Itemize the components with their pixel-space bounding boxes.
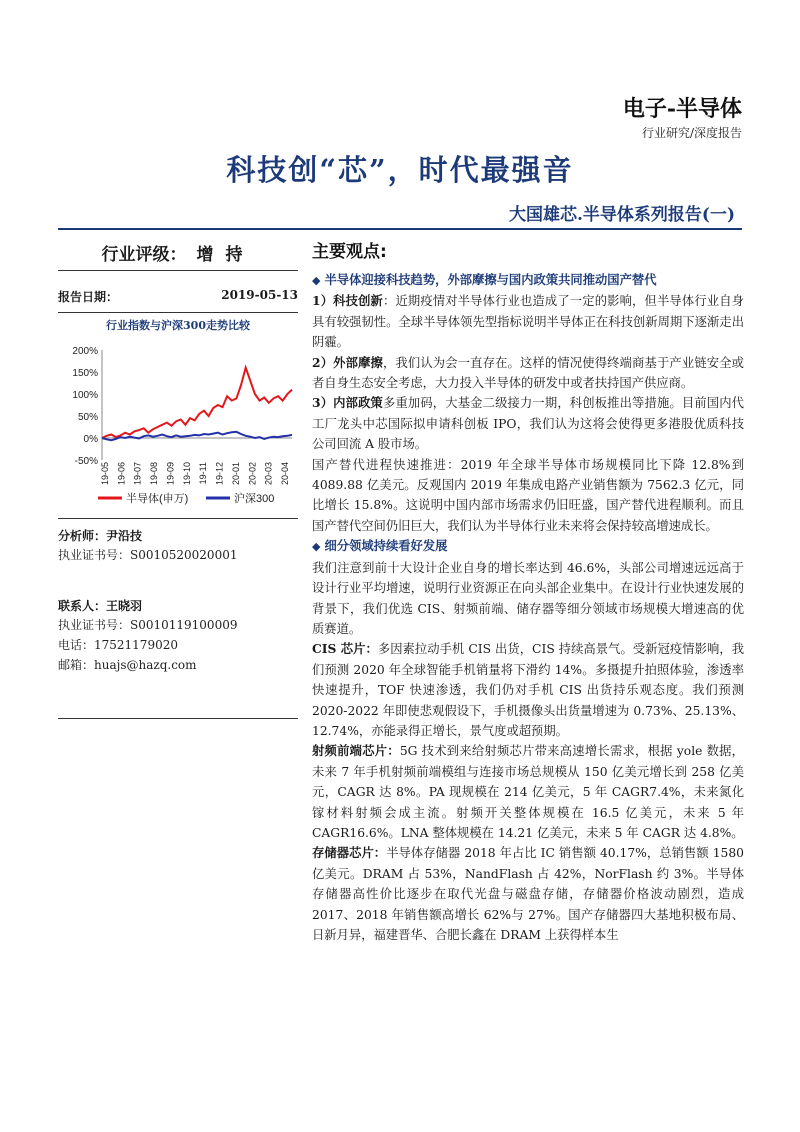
analyst-name: 分析师：尹沿技 — [58, 529, 143, 543]
report-type: 行业研究/深度报告 — [641, 126, 742, 140]
x-tick-label: 19-12 — [214, 462, 225, 486]
x-tick-label: 20-03 — [263, 462, 274, 486]
y-tick-label: 0% — [83, 434, 98, 445]
rating-value: 增持 — [196, 245, 255, 265]
y-tick-label: 50% — [77, 412, 98, 423]
main-heading: 主要观点: — [312, 242, 387, 262]
chart-svg — [58, 336, 298, 516]
paragraph-lead: 1）科技创新 — [312, 293, 383, 309]
x-tick-label: 19-09 — [165, 462, 176, 486]
y-tick-label: -50% — [74, 456, 98, 467]
paragraph-lead: 存储器芯片： — [312, 845, 387, 861]
contact-phone: 电话：17521179020 — [58, 638, 178, 652]
paragraph-text: 5G 技术到来给射频芯片带来高速增长需求，根据 yole 数据，未来 7 年手机射频前端模组与连接市场总规模从 150 亿美元增长到 258 亿美元，CAGR 达 8%。PA 现规模在 214 亿美元，5 年 CAGR7.4%，未来氮化镓材料射频会成主流。射频开关整体规模在 16.5 亿美元，未来 5 年 CAGR16.6%。LNA 整体规模在 14.21 亿美元，未来 5 年 CAGR 达 4.8%。 — [312, 744, 744, 840]
analyst-cert: 执业证书号：S0010520020001 — [58, 548, 238, 562]
x-tick-label: 20-02 — [247, 462, 258, 486]
contact-email[interactable]: 邮箱：huajs@hazq.com — [58, 658, 197, 672]
paragraph-lead: 射频前端芯片： — [312, 743, 400, 759]
divider — [58, 312, 298, 313]
x-tick-label: 19-06 — [116, 462, 127, 486]
section-title: 半导体迎接科技趋势，外部摩擦与国内政策共同推动国产替代 — [324, 272, 657, 287]
x-tick-label: 19-11 — [198, 462, 209, 485]
paragraph-lead: 3）内部政策 — [312, 395, 383, 411]
paragraph — [312, 843, 744, 945]
date-row — [58, 288, 298, 305]
header-divider — [58, 228, 742, 230]
x-tick-label: 20-04 — [280, 462, 290, 486]
contact-cert: 执业证书号：S0010119100009 — [58, 618, 238, 632]
section-heading — [312, 270, 744, 291]
x-tick-label: 19-05 — [100, 462, 110, 486]
paragraph: 国产替代进程快速推进：2019 年全球半导体市场规模同比下降 12.8%到 4089.88 亿美元。反观国内 2019 年集成电路产业销售额为 7562.3 亿元，同比增长 15.8%。这说明中国内部市场需求仍旧旺盛，国产替代进程顺利。而且国产替代空间仍旧巨大，我们认为半导体行业未来将会保持较高增速成长。 — [312, 457, 744, 533]
y-tick-label: 100% — [72, 390, 98, 401]
rating-label: 行业评级： — [101, 245, 187, 265]
paragraph-text: ：近期疫情对半导体行业也造成了一定的影响，但半导体行业自身具有较强韧性。全球半导体领先型指标说明半导体正在科技创新周期下逐渐走出阴霾。 — [312, 294, 744, 350]
section-title: 细分领域持续看好发展 — [324, 538, 448, 554]
date-value: 2019-05-13 — [221, 288, 298, 302]
paragraph — [312, 353, 744, 394]
y-tick-label: 150% — [72, 368, 98, 379]
paragraph: 我们注意到前十大设计企业自身的增长率达到 46.6%，头部公司增速远远高于设计行业平均增速，说明行业资源正在向头部企业集中。在设计行业快速发展的背景下，我们优选 CIS、射频前端、储存器等细分领域市场规模大增速高的优质赛道。 — [312, 560, 744, 636]
legend-label: 半导体(申万) — [126, 493, 189, 505]
y-tick-label: 200% — [72, 346, 98, 357]
diamond-icon: ◆ — [312, 274, 321, 287]
sector-title: 电子-半导体 — [622, 96, 742, 122]
series-title: 大国雄芯.半导体系列报告(一) — [508, 205, 735, 225]
paragraph — [312, 639, 744, 741]
section-heading — [312, 536, 744, 557]
chart-title: 行业指数与沪深300走势比较 — [106, 319, 250, 332]
x-tick-label: 19-10 — [181, 462, 192, 486]
paragraph-text: 多因素拉动手机 CIS 出货，CIS 持续高景气。受新冠疫情影响，我们预测 2020 年全球智能手机销量将下滑约 14%。多摄提升拍照体验，渗透率快速提升，TOF 快速渗透，我们仍对手机 CIS 出货持乐观态度。我们预测 2020-2022 年即使悲观假设下，手机摄像头出货量增速为 0.73%、25.13%、12.74%，亦能录得正增长，景气度或超预期。 — [312, 642, 745, 738]
paragraph-text: 半导体存储器 2018 年占比 IC 销售额 40.17%，总销售额 1580 亿美元。DRAM 占 53%，NandFlash 占 42%，NorFlash 约 3%。半导体存储器高性价比逐步在取代光盘与磁盘存储，存储器价格波动剧烈，造成 2017、2018 年销售额高增长 62%与 27%。国产存储器四大基地积极布局、日新月异，福建晋华、合肥长鑫在 DRAM 上获得样本生 — [312, 846, 744, 942]
report-title: 科技创“芯”，时代最强音 — [226, 153, 574, 187]
paragraph — [312, 393, 744, 454]
divider — [58, 270, 298, 271]
series-line-0 — [102, 368, 292, 438]
contact-name: 联系人：王晓羽 — [58, 599, 143, 613]
rating — [58, 240, 298, 265]
main-content — [312, 240, 744, 945]
paragraph-text: 多重加码，大基金二级接力一期，科创板推出等措施。目前国内代工厂龙头中芯国际拟申请科创板 IPO，我们认为这将会使得更多港股优质科技公司回流 A 股市场。 — [312, 396, 744, 452]
x-tick-label: 20-01 — [230, 462, 241, 486]
paragraph — [312, 291, 744, 352]
divider — [58, 718, 298, 719]
divider — [58, 518, 298, 519]
x-tick-label: 19-08 — [149, 462, 160, 486]
paragraph — [312, 741, 744, 843]
paragraph-lead: CIS 芯片： — [312, 641, 378, 657]
diamond-icon: ◆ — [312, 540, 321, 554]
date-label: 报告日期： — [58, 290, 119, 304]
legend-label: 沪深300 — [234, 493, 275, 505]
paragraph-text: ，我们认为会一直存在。这样的情况使得终端商基于产业链安全或者自身生态安全考虑，大力投入半导体的研发中或者扶持国产供应商。 — [312, 355, 744, 391]
paragraph-lead: 2）外部摩擦 — [312, 354, 383, 370]
x-tick-label: 19-07 — [132, 462, 143, 486]
trend-chart — [58, 336, 298, 516]
